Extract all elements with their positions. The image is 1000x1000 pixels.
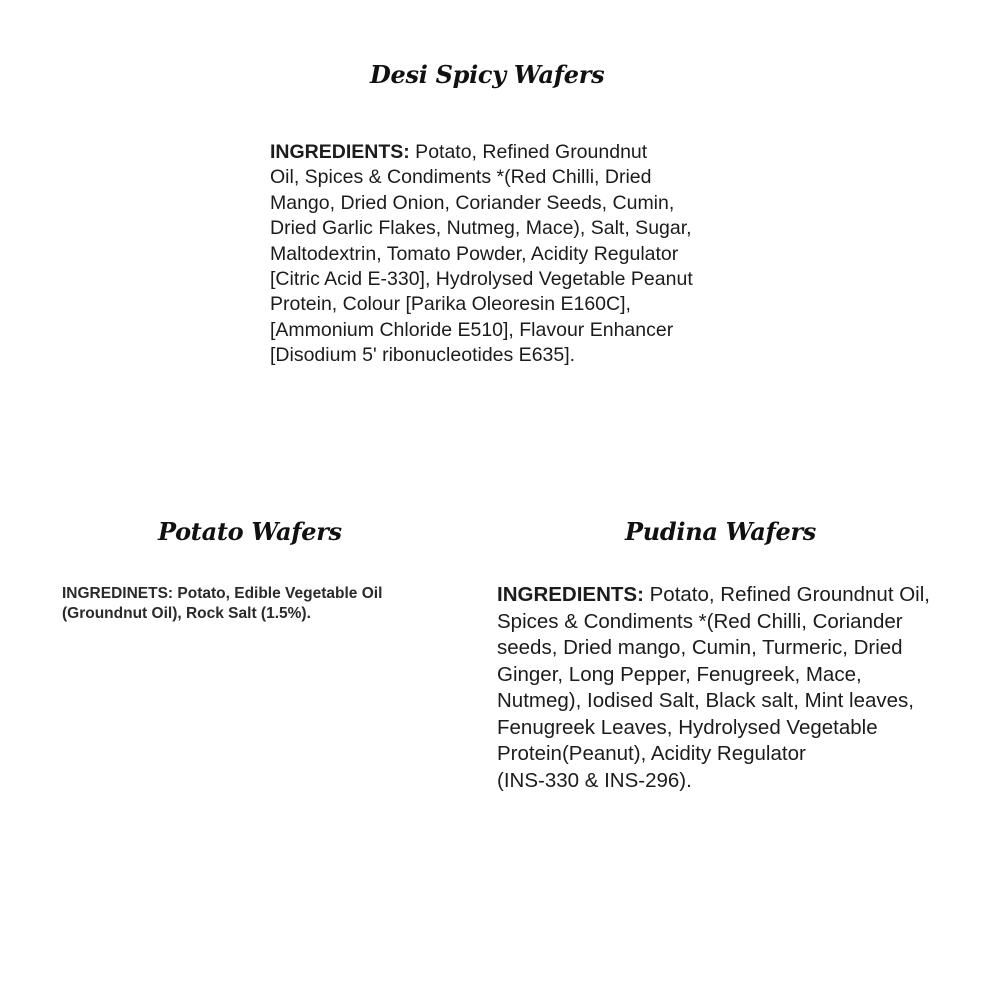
ingredients-line: seeds, Dried mango, Cumin, Turmeric, Dried xyxy=(497,636,903,659)
ingredients-text: Potato, Refined Groundnut Oil, xyxy=(643,583,930,606)
ingredients-label: INGREDINETS: xyxy=(62,585,174,602)
ingredients-line: Dried Garlic Flakes, Nutmeg, Mace), Salt, Sugar, xyxy=(270,217,692,240)
ingredients-line: Fenugreek Leaves, Hydrolysed Vegetable xyxy=(497,715,878,739)
product-title-potato-wafers: Potato Wafers xyxy=(158,517,342,546)
ingredients-line: (INS-330 & INS-296). xyxy=(497,768,692,792)
ingredients-label: INGREDIENTS: xyxy=(497,583,644,606)
ingredients-line: Oil, Spices & Condiments *(Red Chilli, Dried xyxy=(270,166,652,189)
ingredients-line: Nutmeg), Iodised Salt, Black salt, Mint leaves, xyxy=(497,689,915,712)
ingredients-desi-spicy-wafers xyxy=(270,140,693,369)
ingredients-line: [Disodium 5' ribonucleotides E635]. xyxy=(270,344,576,367)
ingredients-line: (Groundnut Oil), Rock Salt (1.5%). xyxy=(62,605,311,622)
ingredients-text: Potato, Edible Vegetable Oil xyxy=(173,585,383,602)
ingredients-label: INGREDIENTS: xyxy=(270,141,410,163)
ingredients-line xyxy=(270,140,693,165)
ingredients-line: Protein(Peanut), Acidity Regulator xyxy=(497,742,806,765)
product-title-desi-spicy-wafers: Desi Spicy Wafers xyxy=(370,60,605,89)
ingredients-line: Spices & Condiments *(Red Chilli, Coriander xyxy=(497,609,903,633)
ingredients-text: Potato, Refined Groundnut xyxy=(409,141,648,163)
ingredients-line: Ginger, Long Pepper, Fenugreek, Mace, xyxy=(497,662,862,686)
ingredients-line: Maltodextrin, Tomato Powder, Acidity Regulator xyxy=(270,242,679,265)
ingredients-potato-wafers xyxy=(62,584,382,624)
ingredients-line: Mango, Dried Onion, Coriander Seeds, Cumin, xyxy=(270,191,675,214)
ingredients-pudina-wafers xyxy=(497,582,930,794)
ingredients-line xyxy=(497,582,930,609)
ingredients-line: [Ammonium Chloride E510], Flavour Enhancer xyxy=(270,318,674,341)
ingredients-line: [Citric Acid E-330], Hydrolysed Vegetable Peanut xyxy=(270,268,693,291)
ingredients-line xyxy=(62,584,382,604)
ingredients-line: Protein, Colour [Parika Oleoresin E160C], xyxy=(270,293,631,316)
product-title-pudina-wafers: Pudina Wafers xyxy=(625,517,817,546)
